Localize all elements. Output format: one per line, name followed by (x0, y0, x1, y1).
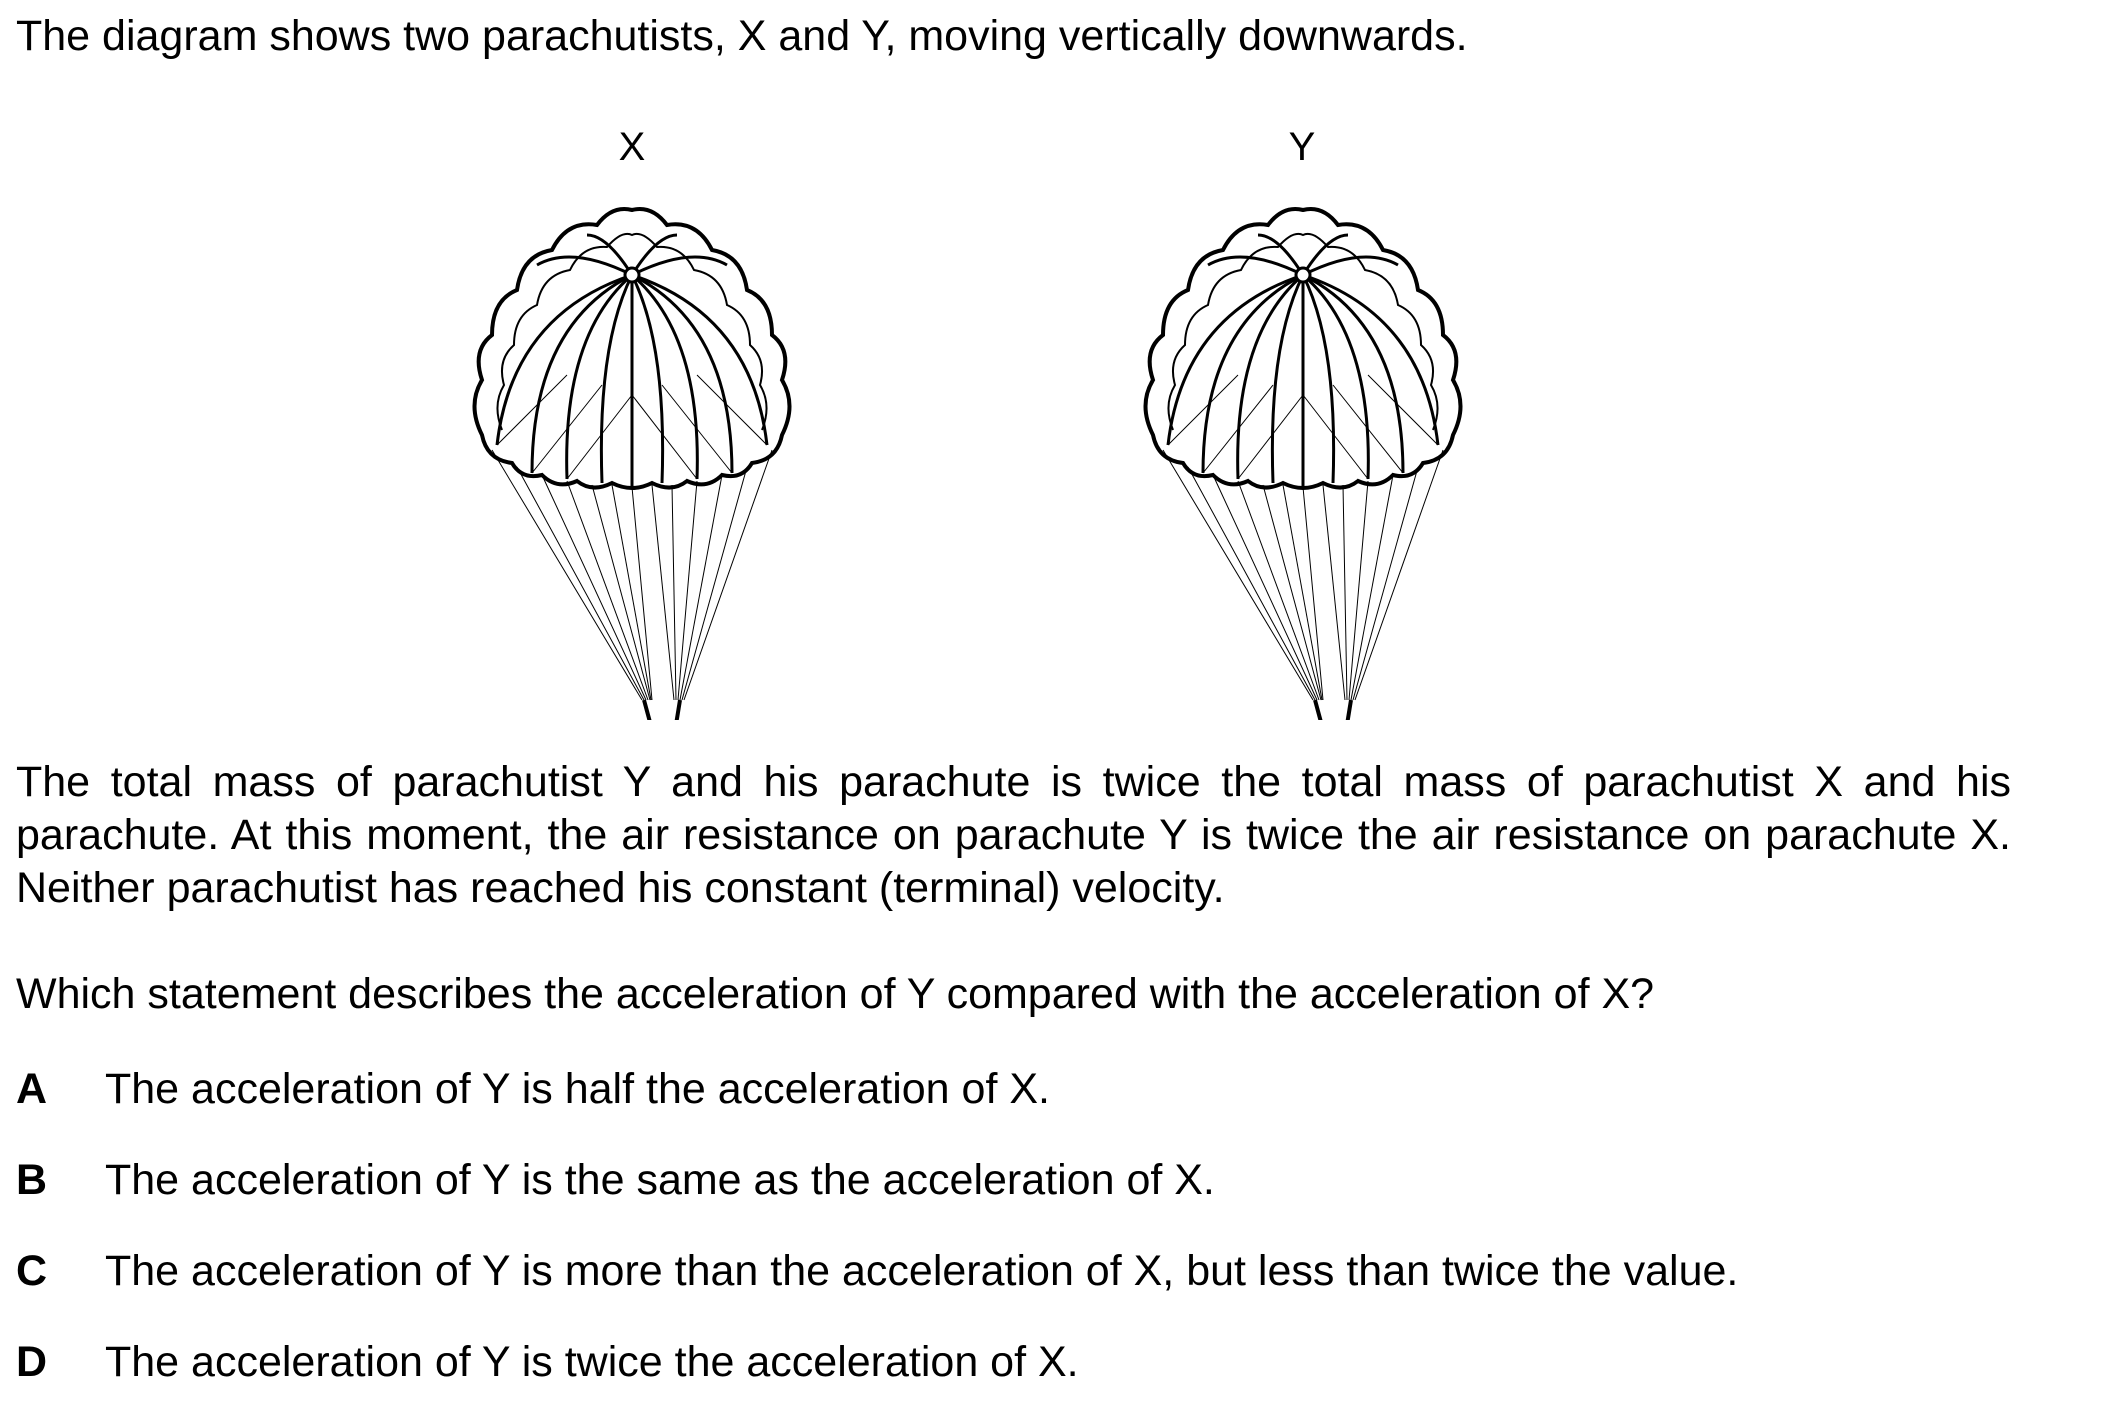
option-c-text: The acceleration of Y is more than the acceleration of X, but less than twice the value. (105, 1247, 1739, 1295)
option-d-text: The acceleration of Y is twice the acceleration of X. (105, 1338, 1079, 1386)
option-a-letter: A (16, 1065, 48, 1113)
question-text: Which statement describes the acceleration of Y compared with the acceleration of X? (16, 970, 1655, 1018)
option-b-text: The acceleration of Y is the same as the acceleration of X. (105, 1156, 1215, 1204)
intro-text: The diagram shows two parachutists, X and Y, moving vertically downwards. (16, 12, 1468, 60)
option-a-text: The acceleration of Y is half the acceleration of X. (105, 1065, 1050, 1113)
label-x: X (618, 125, 646, 169)
problem-statement: The total mass of parachutist Y and his parachute is twice the total mass of parachutist X and his parachute. At this moment, the air resistance on parachute Y is twice the air resistance on parachute X. Neither parachutist has reached his constant (terminal) velocity. (16, 758, 2011, 912)
option-b-letter: B (16, 1156, 48, 1204)
parachutist-x (475, 209, 790, 720)
option-d-letter: D (16, 1338, 48, 1386)
label-y: Y (1288, 125, 1316, 169)
option-c-letter: C (16, 1247, 48, 1295)
parachutist-y (1146, 209, 1461, 720)
